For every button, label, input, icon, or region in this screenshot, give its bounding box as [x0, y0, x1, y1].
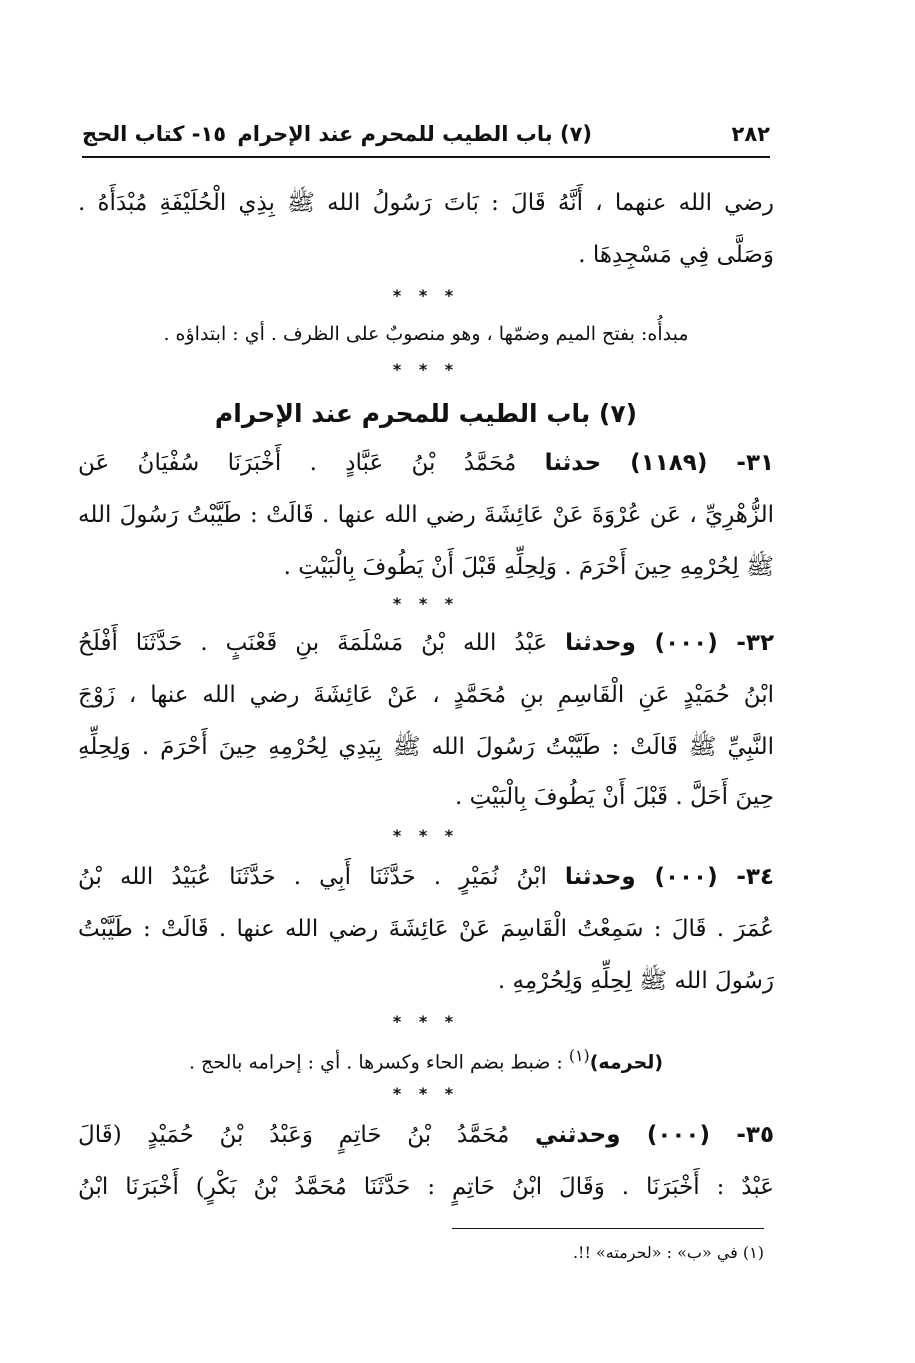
hadith-text: عَبْدُ الله بْنُ مَسْلَمَةَ بنِ قَعْنَبٍ . حَدَّثَنَا أَفْلَحُ	[78, 630, 548, 656]
running-chapter-title: (٧) باب الطيب للمحرم عند الإحرام	[237, 122, 592, 146]
section-separator: * * *	[392, 1012, 460, 1031]
hadith-32-line-2: ابْنُ حُمَيْدٍ عَنِ الْقَاسِمِ بنِ مُحَمَّدٍ ، عَنْ عَائِشَةَ رضي الله عنها ، زَوْجَ	[78, 682, 774, 708]
hadith-text: مُحَمَّدُ بْنُ عَبَّادٍ . أَخْبَرَنَا سُفْيَانُ عَن	[78, 450, 517, 476]
gloss-text: : ضبط بضم الحاء وكسرها . أي : إحرامه بالحج .	[188, 1051, 563, 1074]
hadith-number: ٣١- (١١٨٩) حدثنا	[544, 450, 774, 476]
hadith-35-line-1	[78, 1110, 774, 1160]
header-divider	[82, 156, 770, 158]
intro-line-2: وَصَلَّى فِي مَسْجِدِهَا .	[578, 242, 774, 268]
hadith-31-line-2: الزُّهْرِيِّ ، عَن عُرْوَةَ عَنْ عَائِشَةَ رضي الله عنها . قَالَتْ : طَيَّبْتُ رَسُولَ الله	[78, 502, 774, 528]
footnote-marker: (١)	[568, 1046, 590, 1065]
running-book-title: ١٥- كتاب الحج	[82, 122, 227, 146]
hadith-text: ابْنُ نُمَيْرٍ . حَدَّثَنَا أَبِي . حَدَّثَنَا عُبَيْدُ الله بْنُ	[78, 864, 547, 890]
hadith-31-line-3: ﷺ لِحُرْمِهِ حِينَ أَحْرَمَ . وَلِحِلِّهِ قَبْلَ أَنْ يَطُوفَ بِالْبَيْتِ .	[283, 554, 774, 580]
hadith-34-line-2: عُمَرَ . قَالَ : سَمِعْتُ الْقَاسِمَ عَنْ عَائِشَةَ رضي الله عنها . قَالَتْ : طَيَّبْتُ	[78, 916, 774, 942]
hadith-number: ٣٤- (٠٠٠) وحدثنا	[564, 864, 774, 890]
intro-line-1: رضي الله عنهما ، أَنَّهُ قَالَ : بَاتَ رَسُولُ الله ﷺ بِذِي الْحُلَيْفَةِ مُبْدَأَهُ .	[78, 190, 774, 216]
section-separator: * * *	[392, 286, 460, 305]
section-separator: * * *	[392, 826, 460, 845]
footnote: (١) في «ب» : «لحرمته» !!.	[572, 1243, 764, 1262]
hadith-35-line-2: عَبْدٌ : أَخْبَرَنَا . وَقَالَ ابْنُ حَاتِمٍ : حَدَّثَنَا مُحَمَّدُ بْنُ بَكْرٍ) أَخْبَرَنَا ابْنُ	[78, 1174, 774, 1200]
hadith-34-line-1	[78, 852, 774, 902]
chapter-heading: (٧) باب الطيب للمحرم عند الإحرام	[214, 399, 638, 428]
section-separator: * * *	[392, 594, 460, 613]
hadith-text: مُحَمَّدُ بْنُ حَاتِمٍ وَعَبْدُ بْنُ حُمَيْدٍ (قَالَ	[78, 1122, 510, 1148]
hadith-number: ٣٥- (٠٠٠) وحدثني	[535, 1122, 774, 1148]
page-header	[82, 118, 770, 158]
gloss-note: مبدأُه: بفتح الميم وضمّها ، وهو منصوبٌ على الظرف . أي : ابتداؤه .	[163, 323, 689, 345]
footnote-divider	[452, 1228, 764, 1229]
hadith-31-line-1	[78, 438, 774, 488]
section-separator: * * *	[392, 360, 460, 379]
section-separator: * * *	[392, 1084, 460, 1103]
hadith-34-line-3: رَسُولَ الله ﷺ لِحِلِّهِ وَلِحُرْمِهِ .	[497, 968, 774, 994]
hadith-32-line-3: النَّبِيِّ ﷺ قَالَتْ : طَيَّبْتُ رَسُولَ الله ﷺ بِيَدِي لِحُرْمِهِ حِينَ أَحْرَمَ . وَلِحِلِّهِ	[78, 734, 774, 760]
hadith-number: ٣٢- (٠٠٠) وحدثنا	[565, 630, 774, 656]
page-number: ٢٨٢	[731, 122, 770, 146]
gloss-term: (لحرمه)	[589, 1051, 664, 1074]
footnoted-gloss	[78, 1036, 774, 1076]
hadith-32-line-4: حِينَ أَحَلَّ . قَبْلَ أَنْ يَطُوفَ بِالْبَيْتِ .	[454, 784, 774, 810]
hadith-32-line-1	[78, 618, 774, 668]
